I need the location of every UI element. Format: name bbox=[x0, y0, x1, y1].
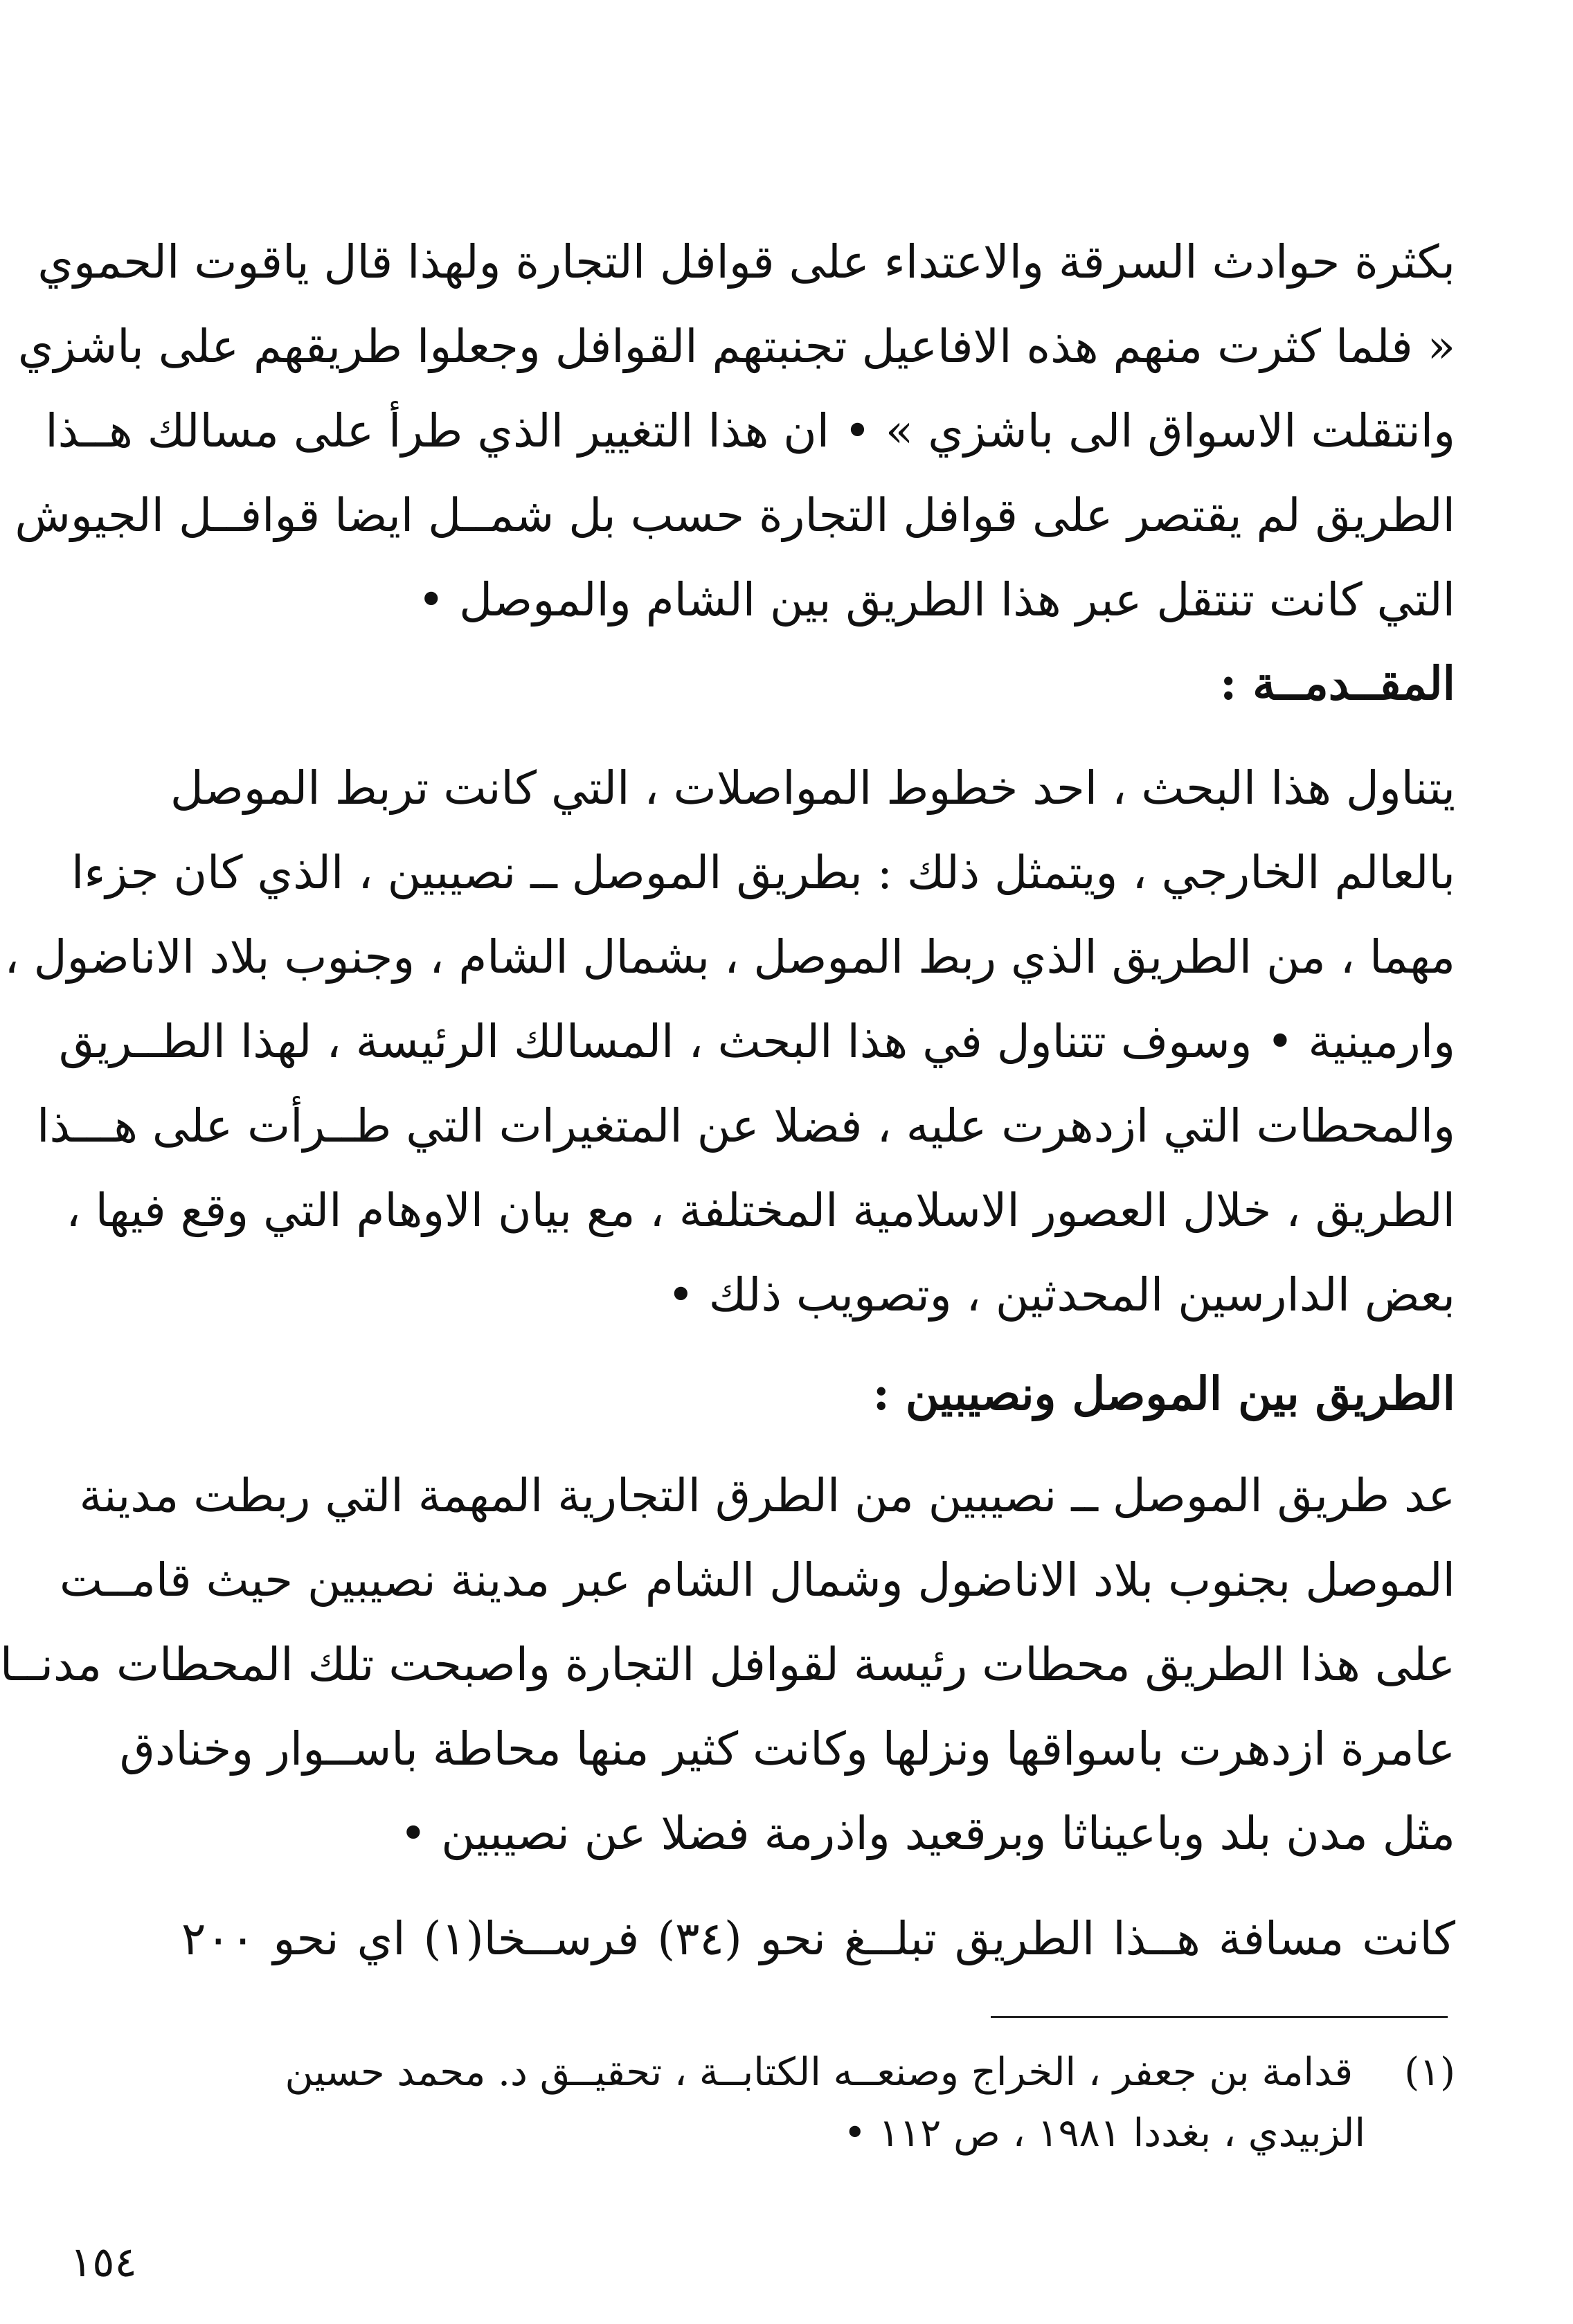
page-number: ١٥٤ bbox=[70, 2238, 137, 2287]
text-line: الموصل بجنوب بلاد الاناضول وشمال الشام عبر مدينة نصيبين حيث قامــت bbox=[60, 1553, 1455, 1607]
footnote-text: قدامة بن جعفر ، الخراج وصنعــه الكتابــة ، تحقيــق د. محمد حسين bbox=[285, 2050, 1354, 2095]
text-line: وانتقلت الاسواق الى باشزي » • ان هذا التغيير الذي طرأ على مسالك هــذا bbox=[45, 404, 1455, 458]
text-line: يتناول هذا البحث ، احد خطوط المواصلات ، التي كانت تربط الموصل bbox=[170, 762, 1455, 815]
footnote bbox=[181, 2042, 1455, 2164]
text-line: وارمينية • وسوف تتناول في هذا البحث ، المسالك الرئيسة ، لهذا الطــريق bbox=[58, 1015, 1455, 1068]
text-line: الطريق لم يقتصر على قوافل التجارة حسب بل شمــل ايضا قوافــل الجيوش bbox=[15, 489, 1455, 542]
text-line: عامرة ازدهرت باسواقها ونزلها وكانت كثير منها محاطة باســوار وخنادق bbox=[119, 1722, 1455, 1776]
text-line: « فلما كثرت منهم هذه الافاعيل تجنبتهم القوافل وجعلوا طريقهم على باشزي bbox=[17, 320, 1455, 373]
text-line: التي كانت تنتقل عبر هذا الطريق بين الشام والموصل • bbox=[417, 573, 1455, 627]
section-heading-introduction: المقــدمــة : bbox=[1219, 656, 1455, 710]
text-line: الطريق ، خلال العصور الاسلامية المختلفة ، مع بيان الاوهام التي وقع فيها ، bbox=[66, 1184, 1455, 1237]
footnote-separator bbox=[991, 2016, 1448, 2018]
text-line: على هذا الطريق محطات رئيسة لقوافل التجارة واصبحت تلك المحطات مدنــا bbox=[0, 1638, 1455, 1691]
paragraph-road-description bbox=[0, 1454, 1455, 1876]
section-heading-mosul-nusaybin-road: الطريق بين الموصل ونصيبين : bbox=[872, 1367, 1455, 1421]
text-line: والمحطات التي ازدهرت عليه ، فضلا عن المتغيرات التي طــرأت على هـــذا bbox=[37, 1099, 1455, 1153]
paragraph-road-distance bbox=[181, 1897, 1455, 1981]
text-line: كانت مسافة هــذا الطريق تبلــغ نحو (٣٤) فرســخا(١) اي نحو ٢٠٠ bbox=[181, 1912, 1455, 1965]
text-line: بكثرة حوادث السرقة والاعتداء على قوافل التجارة ولهذا قال ياقوت الحموي bbox=[37, 235, 1455, 289]
text-line: مثل مدن بلد وباعيناثا وبرقعيد واذرمة فضلا عن نصيبين • bbox=[399, 1807, 1455, 1860]
text-line: بعض الدارسين المحدثين ، وتصويب ذلك • bbox=[667, 1268, 1455, 1322]
footnote-marker: (١) bbox=[1404, 2050, 1455, 2095]
footnote-line bbox=[181, 2042, 1455, 2103]
text-line: عد طريق الموصل ــ نصيبين من الطرق التجارية المهمة التي ربطت مدينة bbox=[79, 1469, 1455, 1522]
footnote-line: الزبيدي ، بغددا ١٩٨١ ، ص ١١٢ • bbox=[843, 2111, 1365, 2156]
text-line: بالعالم الخارجي ، ويتمثل ذلك : بطريق الموصل ــ نصيبين ، الذي كان جزءا bbox=[71, 846, 1455, 899]
paragraph-intro-context bbox=[15, 220, 1455, 642]
paragraph-introduction bbox=[4, 746, 1455, 1337]
text-line: مهما ، من الطريق الذي ربط الموصل ، بشمال الشام ، وجنوب بلاد الاناضول ، bbox=[4, 930, 1455, 984]
